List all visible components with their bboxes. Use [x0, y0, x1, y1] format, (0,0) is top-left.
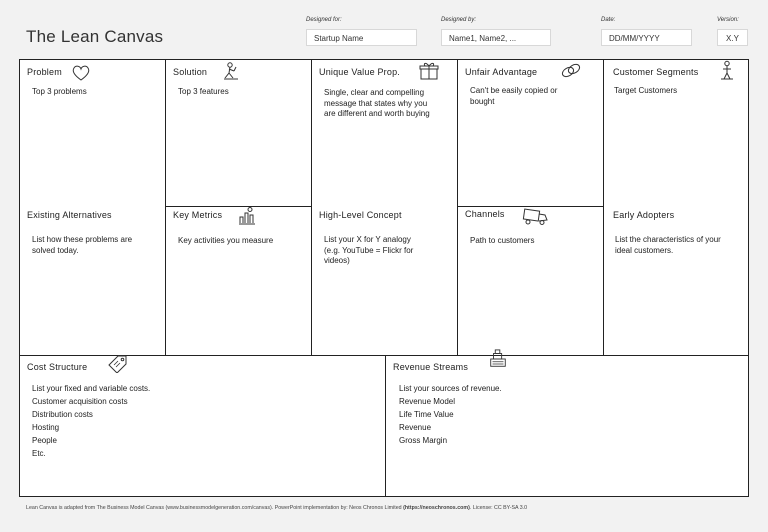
version-label: Version:	[717, 17, 739, 23]
designed-for-field[interactable]: Startup Name	[306, 29, 417, 46]
unique-value-prop-title: Unique Value Prop.	[319, 67, 400, 77]
truck-icon	[521, 206, 549, 226]
early-adopters-text: List the characteristics of your ideal customers.	[615, 235, 721, 255]
cost-structure-title: Cost Structure	[27, 362, 88, 372]
existing-alternatives-block[interactable]	[20, 206, 165, 355]
existing-alternatives-text: List how these problems are solved today.	[32, 235, 133, 255]
revenue-streams-text: List your sources of revenue. Revenue Model Life Time Value Revenue Gross Margin	[399, 384, 502, 445]
unfair-advantage-title: Unfair Advantage	[465, 67, 538, 77]
solution-title: Solution	[173, 67, 208, 77]
key-metrics-block[interactable]	[166, 207, 311, 355]
high-level-concept-title: High-Level Concept	[319, 210, 402, 220]
chart-icon	[237, 206, 257, 226]
customer-segments-text: Target Customers	[614, 86, 678, 95]
footer-link[interactable]: (https://neoschronos.com)	[403, 505, 470, 511]
early-adopters-block[interactable]	[604, 207, 749, 355]
unfair-advantage-block[interactable]	[458, 60, 603, 206]
footer-attribution	[26, 505, 527, 511]
unique-value-prop-block[interactable]	[312, 60, 457, 206]
cost-structure-block[interactable]	[20, 356, 385, 497]
link-icon	[559, 61, 583, 81]
customer-segments-block[interactable]	[604, 60, 749, 206]
revenue-streams-title: Revenue Streams	[393, 362, 469, 372]
date-field[interactable]: DD/MM/YYYY	[601, 29, 692, 46]
cost-structure-text: List your fixed and variable costs. Customer acquisition costs Distribution costs Hosting People Etc.	[32, 384, 151, 458]
footer-license: . License: CC BY-SA 3.0	[469, 505, 528, 511]
designed-for-label: Designed for:	[306, 17, 342, 23]
worker-icon	[221, 61, 241, 81]
designed-by-label: Designed by:	[441, 17, 477, 23]
early-adopters-title: Early Adopters	[613, 210, 675, 220]
solution-text: Top 3 features	[178, 87, 229, 96]
unfair-advantage-text: Can't be easily copied or bought	[470, 86, 558, 106]
solution-block[interactable]	[166, 60, 311, 206]
lean-canvas-board	[19, 59, 749, 497]
cash-register-icon	[486, 349, 510, 369]
high-level-concept-block[interactable]	[312, 207, 457, 355]
price-tag-icon	[105, 353, 129, 373]
designed-by-field[interactable]: Name1, Name2, ...	[441, 29, 551, 46]
date-label: Date:	[601, 17, 616, 23]
heart-icon	[71, 63, 91, 83]
key-metrics-title: Key Metrics	[173, 210, 223, 220]
problem-block[interactable]	[20, 60, 165, 206]
existing-alternatives-title: Existing Alternatives	[27, 210, 112, 220]
channels-title: Channels	[465, 209, 505, 219]
key-metrics-text: Key activities you measure	[178, 236, 274, 245]
customer-segments-title: Customer Segments	[613, 67, 699, 77]
problem-title: Problem	[27, 67, 62, 77]
revenue-streams-block[interactable]	[386, 356, 748, 497]
channels-text: Path to customers	[470, 236, 535, 245]
person-icon	[717, 60, 737, 80]
problem-text: Top 3 problems	[32, 87, 87, 96]
gift-icon	[417, 61, 441, 81]
footer-text: Lean Canvas is adapted from The Business Model Canvas (www.businessmodelgeneration.com/canvas). PowerPoint implementation by: Neos Chronos Limited	[26, 505, 404, 511]
version-field[interactable]: X.Y	[717, 29, 748, 46]
unique-value-prop-text: Single, clear and compelling message that states why you are different and worth buying	[324, 88, 430, 118]
page-title: The Lean Canvas	[26, 27, 164, 46]
high-level-concept-text: List your X for Y analogy (e.g. YouTube = Flickr for videos)	[324, 235, 414, 265]
channels-block[interactable]	[458, 207, 603, 355]
